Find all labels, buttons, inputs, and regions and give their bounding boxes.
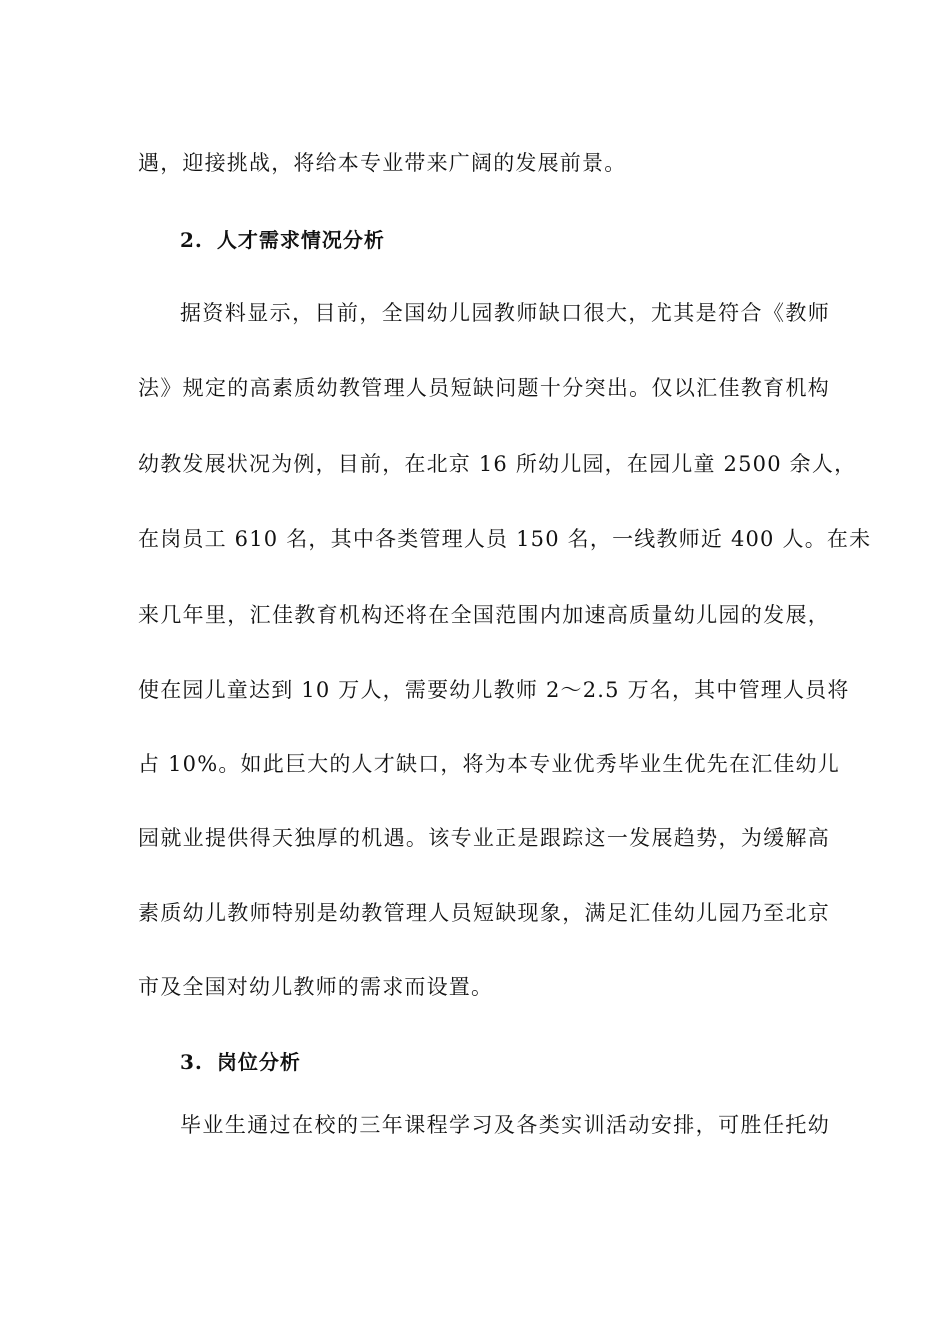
section-number: 2.	[180, 228, 203, 252]
paragraph-line: 幼教发展状况为例，目前，在北京 16 所幼儿园，在园儿童 2500 余人，	[138, 452, 857, 476]
paragraph-line: 毕业生通过在校的三年课程学习及各类实训活动安排，可胜任托幼	[180, 1113, 830, 1137]
section-title: 人才需求情况分析	[216, 228, 385, 252]
section-title: 岗位分析	[216, 1050, 301, 1074]
paragraph-line: 来几年里，汇佳教育机构还将在全国范围内加速高质量幼儿园的发展，	[138, 603, 830, 627]
paragraph-line: 法》规定的高素质幼教管理人员短缺问题十分突出。仅以汇佳教育机构	[138, 376, 830, 400]
paragraph-line: 使在园儿童达到 10 万人，需要幼儿教师 2～2.5 万名，其中管理人员将	[138, 678, 850, 702]
section-heading-2	[180, 225, 385, 255]
paragraph-line: 据资料显示，目前，全国幼儿园教师缺口很大，尤其是符合《教师	[180, 301, 830, 325]
paragraph-line: 在岗员工 610 名，其中各类管理人员 150 名，一线教师近 400 人。在未	[138, 527, 872, 551]
paragraph-line: 遇，迎接挑战，将给本专业带来广阔的发展前景。	[138, 151, 627, 175]
paragraph-line: 占 10%。如此巨大的人才缺口，将为本专业优秀毕业生优先在汇佳幼儿	[138, 752, 840, 776]
section-heading-3	[180, 1047, 301, 1077]
paragraph-line: 素质幼儿教师特别是幼教管理人员短缺现象，满足汇佳幼儿园乃至北京	[138, 901, 830, 925]
section-number: 3.	[180, 1050, 203, 1074]
paragraph-line: 园就业提供得天独厚的机遇。该专业正是跟踪这一发展趋势，为缓解高	[138, 826, 830, 850]
paragraph-line: 市及全国对幼儿教师的需求而设置。	[138, 975, 494, 999]
